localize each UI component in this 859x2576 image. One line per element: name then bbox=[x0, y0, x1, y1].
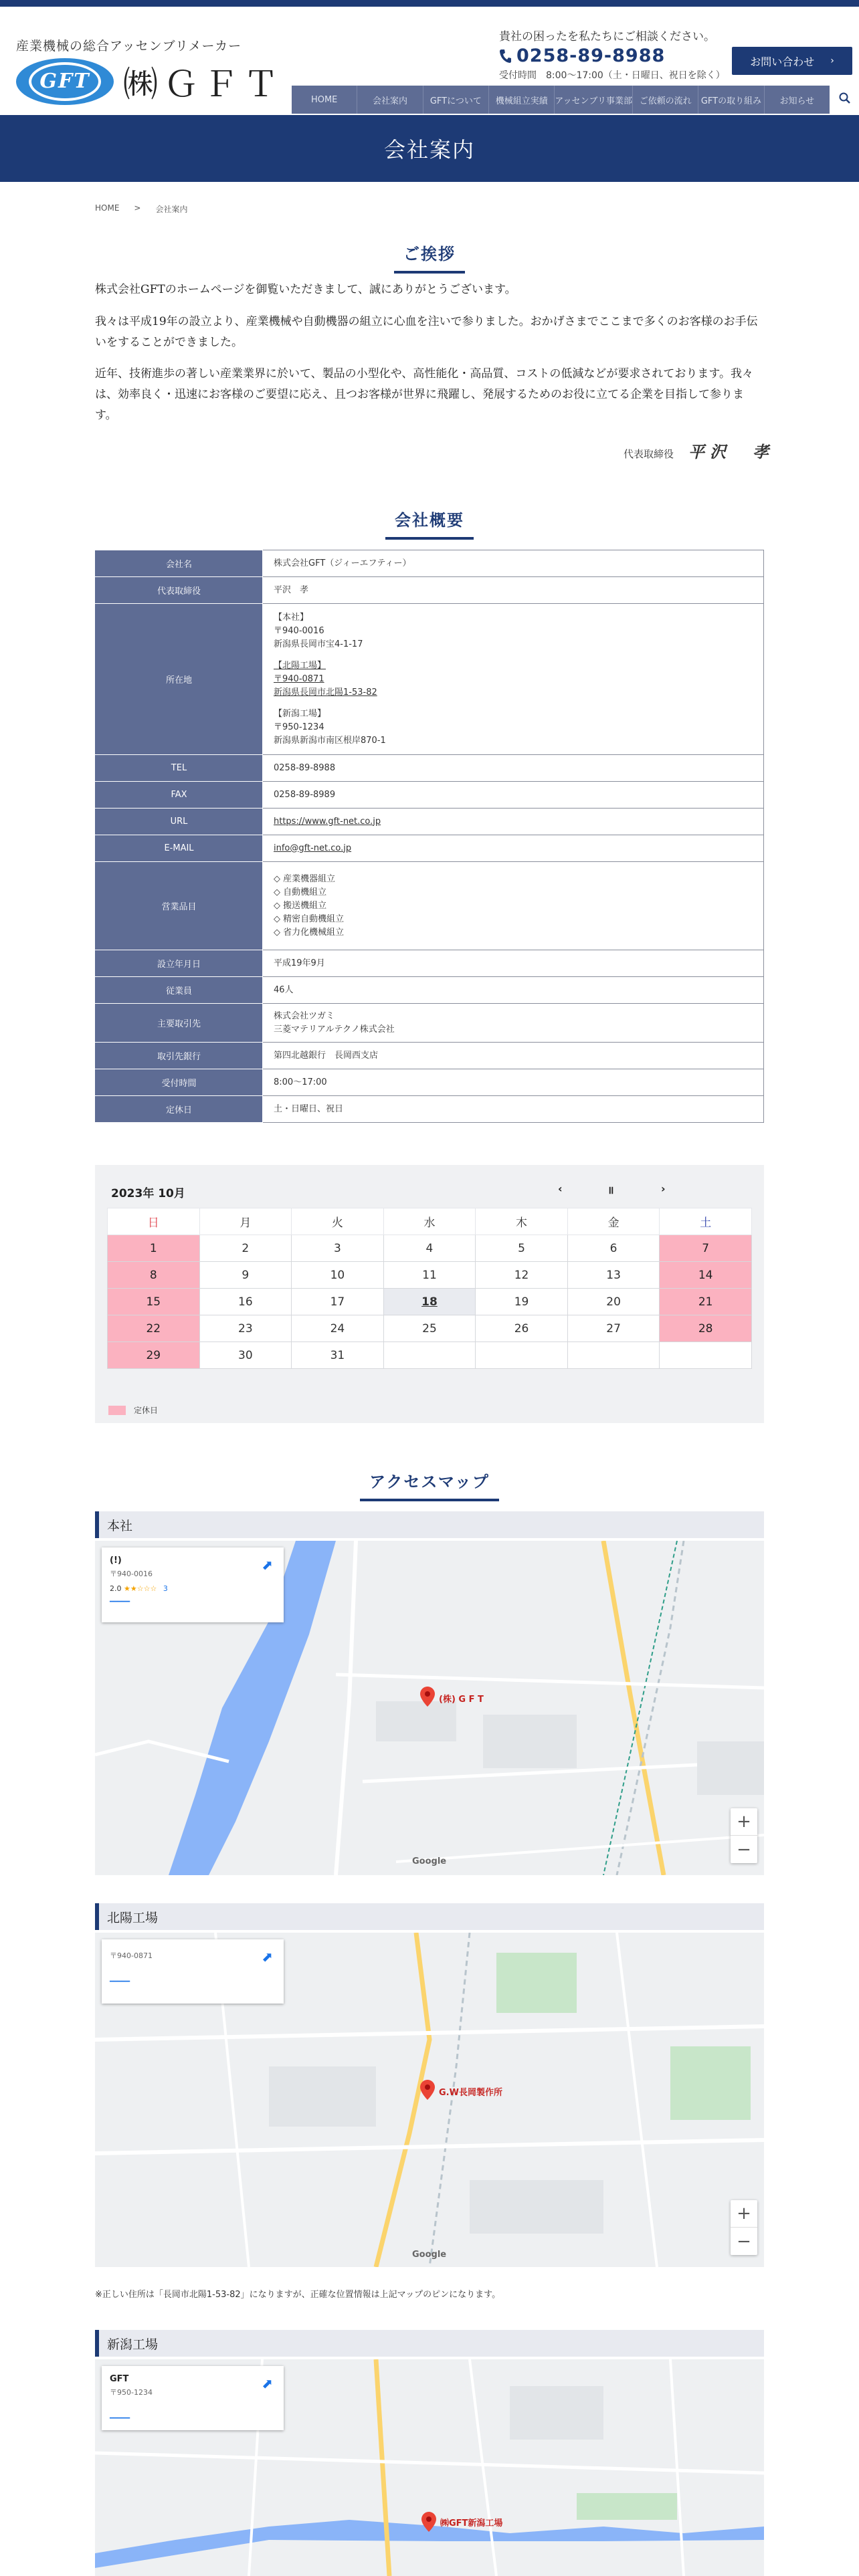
access-heading bbox=[0, 1469, 859, 1501]
calendar-day: 20 bbox=[567, 1289, 660, 1315]
table-row bbox=[96, 1096, 764, 1123]
calendar-day: 24 bbox=[292, 1315, 384, 1342]
url-cell bbox=[263, 809, 764, 835]
place-address: 〒950-1234 bbox=[110, 2388, 153, 2397]
table-row bbox=[96, 950, 764, 977]
map-zoom-control[interactable] bbox=[731, 1808, 757, 1863]
row-value: 第四北越銀行 長岡西支店 bbox=[263, 1043, 764, 1069]
map-pin-label: (株) G F T bbox=[439, 1695, 484, 1705]
map-zoom-control[interactable] bbox=[731, 2200, 757, 2255]
google-logo: Google bbox=[412, 2250, 447, 2260]
global-nav bbox=[292, 86, 830, 114]
map-note: ※正しい住所は「長岡市北陽1-53-82」になりますが、正確な位置情報は上記マップのピンになります。 bbox=[95, 2290, 501, 2300]
calendar-day: 25 bbox=[383, 1315, 476, 1342]
greeting-heading bbox=[0, 241, 859, 274]
honsha-map-heading: 本社 bbox=[95, 1511, 764, 1538]
row-value: 8:00〜17:00 bbox=[263, 1069, 764, 1096]
search-button[interactable] bbox=[834, 86, 856, 114]
calendar-day: 7 bbox=[660, 1235, 752, 1262]
products-cell bbox=[263, 862, 764, 950]
calendar-day: 27 bbox=[567, 1315, 660, 1342]
place-address: 〒940-0871 bbox=[110, 1951, 153, 1960]
row-label: 従業員 bbox=[96, 977, 263, 1004]
hokuyo-addr: 新潟県長岡市北陽1-53-82 bbox=[274, 687, 377, 697]
email-link[interactable]: info@gft-net.co.jp bbox=[274, 843, 352, 853]
larger-map-link[interactable]: ━━━━━ bbox=[110, 1598, 130, 1606]
calendar-legend bbox=[108, 1404, 158, 1416]
row-label: URL bbox=[96, 809, 263, 835]
calendar-day: 29 bbox=[108, 1342, 200, 1369]
weekday-header: 土 bbox=[660, 1208, 752, 1235]
table-row bbox=[96, 1043, 764, 1069]
site-logo[interactable] bbox=[16, 56, 284, 106]
map-place-card bbox=[102, 2366, 284, 2430]
niigata-map-heading: 新潟工場 bbox=[95, 2330, 764, 2357]
header-tel[interactable] bbox=[499, 45, 665, 66]
place-title: (!) bbox=[110, 1555, 122, 1566]
map-pin-label: ㈱GFT新潟工場 bbox=[440, 2518, 503, 2529]
calendar-day: 4 bbox=[383, 1235, 476, 1262]
nav-item-news[interactable]: お知らせ bbox=[779, 96, 815, 106]
honsha-map[interactable] bbox=[95, 1541, 764, 1875]
calendar-day: 6 bbox=[567, 1235, 660, 1262]
zoom-out-button[interactable]: − bbox=[737, 1839, 751, 1860]
phone-icon bbox=[499, 49, 511, 64]
breadcrumb-current: 会社案内 bbox=[155, 205, 188, 214]
row-value: 株式会社GFT（ジィーエフティー） bbox=[263, 550, 764, 577]
weekday-header: 木 bbox=[476, 1208, 568, 1235]
place-rating bbox=[110, 1584, 276, 1593]
calendar-day: 11 bbox=[383, 1262, 476, 1289]
calendar-grid bbox=[107, 1208, 752, 1369]
business-hours: 受付時間 8:00〜17:00（土・日曜日、祝日を除く） bbox=[499, 70, 725, 81]
company-profile-table bbox=[95, 550, 764, 1123]
calendar-empty-cell bbox=[476, 1342, 568, 1369]
logo-mark-text: GFT bbox=[39, 70, 90, 93]
holiday-swatch bbox=[108, 1406, 126, 1415]
table-row bbox=[96, 782, 764, 809]
breadcrumb bbox=[95, 203, 202, 215]
search-icon bbox=[839, 92, 851, 107]
calendar-day: 9 bbox=[199, 1262, 292, 1289]
calendar-day: 10 bbox=[292, 1262, 384, 1289]
breadcrumb-home[interactable]: HOME bbox=[95, 203, 120, 213]
calendar-day: 8 bbox=[108, 1262, 200, 1289]
table-row bbox=[96, 1004, 764, 1043]
table-row bbox=[96, 835, 764, 862]
row-label: TEL bbox=[96, 755, 263, 782]
calendar-empty-cell bbox=[567, 1342, 660, 1369]
email-cell bbox=[263, 835, 764, 862]
rating-value: 2.0 bbox=[110, 1584, 122, 1593]
nav-item-efforts[interactable]: GFTの取り組み bbox=[698, 86, 764, 114]
greeting-paragraph-1: 株式会社GFTのホームページを御覧いただきまして、誠にありがとうございます。 bbox=[95, 283, 516, 296]
niigata-title: 【新潟工場】 bbox=[274, 708, 326, 719]
map-place-card bbox=[102, 1547, 284, 1622]
calendar-day: 12 bbox=[476, 1262, 568, 1289]
table-row bbox=[96, 862, 764, 950]
nav-item-assembly[interactable]: アッセンブリ事業部 bbox=[555, 86, 633, 114]
calendar-week-row bbox=[108, 1342, 752, 1369]
zoom-out-button[interactable]: − bbox=[737, 2231, 751, 2252]
place-title: GFT bbox=[110, 2374, 129, 2384]
access-heading-text: アクセスマップ bbox=[360, 1469, 499, 1501]
chevron-right-icon: › bbox=[830, 56, 834, 66]
product-item: ◇ 自動機組立 bbox=[274, 887, 327, 897]
nav-item-results[interactable]: 機械組立実績 bbox=[489, 86, 555, 114]
calendar-day: 19 bbox=[476, 1289, 568, 1315]
weekday-header: 日 bbox=[108, 1208, 200, 1235]
contact-button[interactable] bbox=[732, 47, 852, 75]
review-count[interactable]: 3 bbox=[163, 1584, 168, 1593]
niigata-map[interactable] bbox=[95, 2359, 764, 2576]
calendar-day: 23 bbox=[199, 1315, 292, 1342]
row-label: 設立年月日 bbox=[96, 950, 263, 977]
top-accent-bar bbox=[0, 0, 859, 7]
larger-map-link[interactable]: ━━━━━ bbox=[110, 2415, 130, 2422]
row-value: 平沢 孝 bbox=[263, 577, 764, 604]
product-item: ◇ 精密自動機組立 bbox=[274, 914, 345, 924]
weekday-header: 金 bbox=[567, 1208, 660, 1235]
calendar-week-row bbox=[108, 1315, 752, 1342]
clients-cell bbox=[263, 1004, 764, 1043]
breadcrumb-separator: > bbox=[134, 203, 141, 213]
page-banner bbox=[0, 115, 859, 182]
signature-name: 平沢 孝 bbox=[688, 442, 775, 461]
address-cell bbox=[263, 604, 764, 755]
calendar-day: 21 bbox=[660, 1289, 752, 1315]
signature bbox=[624, 439, 774, 462]
calendar-empty-cell bbox=[660, 1342, 752, 1369]
calendar-next-button[interactable]: › bbox=[661, 1182, 666, 1195]
calendar-day: 2 bbox=[199, 1235, 292, 1262]
calendar-legend-label: 定休日 bbox=[134, 1406, 159, 1415]
larger-map-link[interactable]: ━━━━━ bbox=[110, 1978, 130, 1985]
tel-number: 0258-89-8988 bbox=[516, 45, 666, 66]
zoom-in-button[interactable]: + bbox=[731, 2200, 757, 2228]
calendar-day: 5 bbox=[476, 1235, 568, 1262]
niigata-addr: 新潟県新潟市南区根岸870-1 bbox=[274, 735, 386, 746]
map-pin-icon[interactable] bbox=[420, 2080, 435, 2100]
client-item: 株式会社ツガミ bbox=[274, 1010, 335, 1021]
row-value: 0258-89-8989 bbox=[263, 782, 764, 809]
logo-mark bbox=[16, 58, 114, 105]
table-row bbox=[96, 977, 764, 1004]
calendar-day: 17 bbox=[292, 1289, 384, 1315]
row-value: 平成19年9月 bbox=[263, 950, 764, 977]
rating-stars: ★★☆☆☆ bbox=[124, 1584, 157, 1593]
calendar-week-row bbox=[108, 1289, 752, 1315]
calendar-weekday-row bbox=[108, 1208, 752, 1235]
logo-name: ㈱ＧＦＴ bbox=[123, 65, 284, 105]
contact-button-label: お問い合わせ bbox=[750, 55, 815, 68]
nav-item-home[interactable]: HOME bbox=[292, 86, 357, 114]
row-label: 主要取引先 bbox=[96, 1004, 263, 1043]
nav-item-about[interactable]: GFTについて bbox=[423, 86, 489, 114]
directions-icon[interactable]: ⬈ bbox=[262, 1557, 273, 1573]
calendar-month-title: 2023年 10月 bbox=[111, 1187, 185, 1200]
calendar-week-row bbox=[108, 1262, 752, 1289]
product-item: ◇ 省力化機械組立 bbox=[274, 927, 345, 938]
calendar-day: 13 bbox=[567, 1262, 660, 1289]
table-row bbox=[96, 577, 764, 604]
calendar-day: 14 bbox=[660, 1262, 752, 1289]
calendar-pause-button[interactable]: ॥ bbox=[607, 1184, 614, 1196]
product-item: ◇ 搬送機組立 bbox=[274, 900, 327, 911]
help-text: 貴社の困ったを私たちにご相談ください。 bbox=[499, 30, 715, 43]
business-calendar bbox=[95, 1165, 764, 1423]
row-label: FAX bbox=[96, 782, 263, 809]
calendar-day: 28 bbox=[660, 1315, 752, 1342]
hokuyo-map[interactable] bbox=[95, 1933, 764, 2267]
row-label: 取引先銀行 bbox=[96, 1043, 263, 1069]
row-label: E-MAIL bbox=[96, 835, 263, 862]
table-row bbox=[96, 809, 764, 835]
greeting-paragraph-3: 近年、技術進歩の著しい産業業界に於いて、製品の小型化や、高性能化・高品質、コストの低減などが要求されております。我々は、効率良く・迅速にお客様のご要望に応え、且つお客様が世界に飛躍し、発展するためのお役に立てる企業を目指して参ります。 bbox=[95, 367, 753, 422]
nav-item-flow[interactable]: ご依頼の流れ bbox=[633, 86, 698, 114]
honsha-addr: 新潟県長岡市宝4-1-17 bbox=[274, 639, 363, 649]
weekday-header: 水 bbox=[383, 1208, 476, 1235]
calendar-day: 22 bbox=[108, 1315, 200, 1342]
map-pin-icon[interactable] bbox=[421, 2512, 436, 2532]
calendar-day: 26 bbox=[476, 1315, 568, 1342]
greeting-paragraph-2: 我々は平成19年の設立より、産業機械や自動機器の組立に心血を注いで参りました。おかげさまでここまで多くのお客様のお手伝いをすることができました。 bbox=[95, 315, 758, 349]
honsha-title: 【本社】 bbox=[274, 612, 309, 623]
table-row bbox=[96, 550, 764, 577]
product-item: ◇ 産業機器組立 bbox=[274, 873, 336, 884]
map-pin-icon[interactable] bbox=[420, 1687, 435, 1707]
row-value: 46人 bbox=[263, 977, 764, 1004]
table-row bbox=[96, 755, 764, 782]
profile-heading bbox=[0, 507, 859, 540]
hokuyo-zip: 〒940-0871 bbox=[274, 673, 324, 684]
niigata-zip: 〒950-1234 bbox=[274, 722, 324, 732]
row-label: 所在地 bbox=[96, 604, 263, 755]
row-label: 会社名 bbox=[96, 550, 263, 577]
nav-item-company[interactable]: 会社案内 bbox=[357, 86, 423, 114]
row-label: 定休日 bbox=[96, 1096, 263, 1123]
calendar-day: 15 bbox=[108, 1289, 200, 1315]
client-item: 三菱マテリアルテクノ株式会社 bbox=[274, 1024, 395, 1035]
google-logo: Google bbox=[412, 1856, 447, 1866]
table-row bbox=[96, 604, 764, 755]
tagline: 産業機械の総合アッセンブリメーカー bbox=[16, 39, 242, 53]
place-address: 〒940-0016 bbox=[110, 1570, 153, 1578]
calendar-empty-cell bbox=[383, 1342, 476, 1369]
calendar-day: 16 bbox=[199, 1289, 292, 1315]
row-label: 代表取締役 bbox=[96, 577, 263, 604]
calendar-day: 3 bbox=[292, 1235, 384, 1262]
hokuyo-map-heading: 北陽工場 bbox=[95, 1903, 764, 1930]
greeting-heading-text: ご挨拶 bbox=[394, 241, 465, 274]
row-label: 営業品目 bbox=[96, 862, 263, 950]
row-label: 受付時間 bbox=[96, 1069, 263, 1096]
weekday-header: 月 bbox=[199, 1208, 292, 1235]
page-title: 会社案内 bbox=[383, 137, 475, 163]
calendar-day: 30 bbox=[199, 1342, 292, 1369]
calendar-week-row bbox=[108, 1235, 752, 1262]
profile-heading-text: 会社概要 bbox=[385, 507, 474, 540]
url-link[interactable]: https://www.gft-net.co.jp bbox=[274, 816, 381, 827]
signature-role: 代表取締役 bbox=[624, 448, 674, 460]
table-row bbox=[96, 1069, 764, 1096]
calendar-day: 31 bbox=[292, 1342, 384, 1369]
row-value: 土・日曜日、祝日 bbox=[263, 1096, 764, 1123]
map-pin-label: G.W長岡製作所 bbox=[439, 2088, 502, 2098]
calendar-day: 1 bbox=[108, 1235, 200, 1262]
weekday-header: 火 bbox=[292, 1208, 384, 1235]
row-value: 0258-89-8988 bbox=[263, 755, 764, 782]
calendar-day: 18 bbox=[383, 1289, 476, 1315]
directions-icon[interactable]: ⬈ bbox=[262, 1949, 273, 1965]
hokuyo-title: 【北陽工場】 bbox=[274, 660, 326, 671]
honsha-zip: 〒940-0016 bbox=[274, 625, 324, 636]
map-place-card bbox=[102, 1939, 284, 2004]
zoom-in-button[interactable]: + bbox=[731, 1808, 757, 1836]
site-header bbox=[0, 7, 859, 114]
directions-icon[interactable]: ⬈ bbox=[262, 2375, 273, 2391]
calendar-prev-button[interactable]: ‹ bbox=[558, 1182, 563, 1195]
